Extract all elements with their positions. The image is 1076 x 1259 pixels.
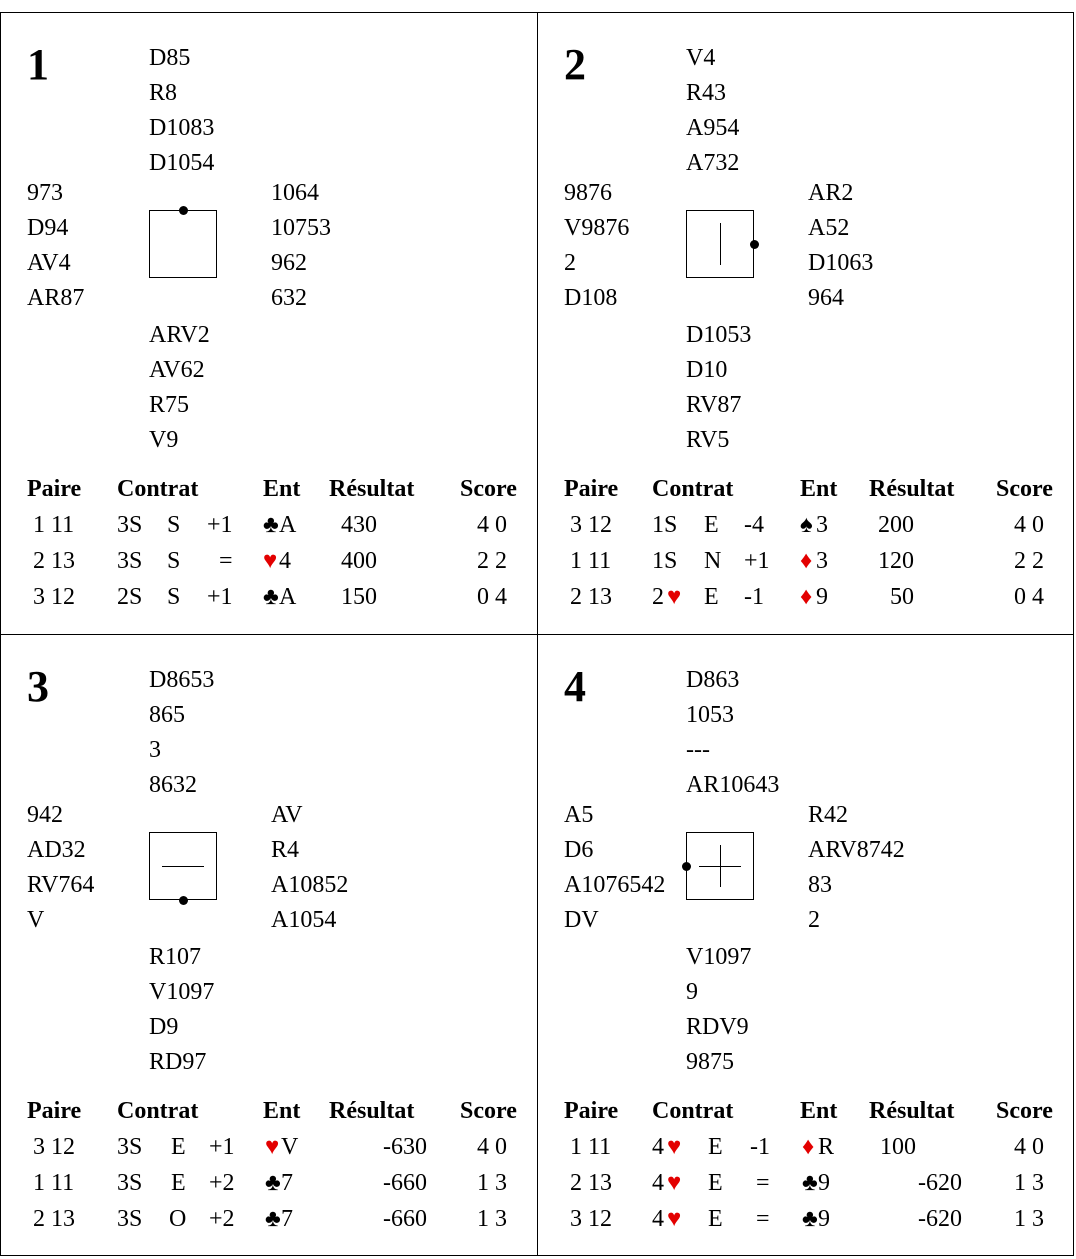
lead-card: 3 (816, 548, 828, 574)
west-diamonds: A1076542 (564, 872, 666, 898)
declarer: O (169, 1206, 187, 1232)
pair: 1 11 (33, 512, 75, 538)
score: 2 2 (477, 548, 507, 574)
result-row (564, 584, 1074, 620)
score: 0 4 (477, 584, 507, 610)
pair: 3 12 (33, 1134, 75, 1160)
north-spades: D863 (686, 667, 740, 693)
north-hearts: R8 (149, 80, 178, 106)
west-clubs: D108 (564, 285, 618, 311)
west-clubs: V (27, 907, 45, 933)
south-diamonds: R75 (149, 392, 190, 418)
result: 150 (341, 584, 377, 610)
overtricks: +2 (209, 1206, 235, 1232)
header-pair: Paire (27, 1098, 82, 1124)
contract-level: 1S (652, 512, 678, 538)
declarer: E (708, 1170, 723, 1196)
east-hearts: R4 (271, 837, 300, 863)
west-spades: 973 (27, 180, 63, 206)
score: 1 3 (1014, 1170, 1044, 1196)
board-number: 1 (27, 40, 49, 89)
result: 50 (890, 584, 914, 610)
west-diamonds: 2 (564, 250, 576, 276)
dealer-dot (179, 206, 188, 215)
east-hearts: 10753 (271, 215, 331, 241)
east-hearts: ARV8742 (808, 837, 905, 863)
ew-vulnerable-line (162, 866, 204, 867)
header-score: Score (996, 1098, 1053, 1124)
north-spades: D8653 (149, 667, 215, 693)
south-hand (149, 318, 210, 458)
south-hand (686, 940, 751, 1080)
dealer-vulnerability-compass (149, 210, 217, 278)
header-contract: Contrat (117, 1098, 199, 1124)
south-hearts: V1097 (149, 979, 215, 1005)
south-hand (149, 940, 214, 1080)
lead-card: 9 (818, 1206, 830, 1232)
results-table (27, 476, 537, 620)
north-diamonds: D1083 (149, 115, 215, 141)
results-header (564, 1098, 1074, 1134)
result-row (564, 1170, 1074, 1206)
header-result: Résultat (869, 1098, 955, 1124)
north-spades: V4 (686, 45, 716, 71)
header-lead: Ent (263, 476, 301, 502)
south-diamonds: D9 (149, 1014, 179, 1040)
pair: 2 13 (570, 1170, 612, 1196)
score: 0 4 (1014, 584, 1044, 610)
south-clubs: 9875 (686, 1049, 734, 1075)
header-pair: Paire (27, 476, 82, 502)
lead-card: 4 (279, 548, 291, 574)
lead-card: 7 (281, 1206, 293, 1232)
lead-card: 9 (818, 1170, 830, 1196)
north-diamonds: --- (686, 737, 710, 763)
result: -660 (383, 1170, 427, 1196)
header-contract: Contrat (652, 476, 734, 502)
lead-suit-icon: ♣ (802, 1170, 818, 1196)
overtricks: = (756, 1170, 770, 1196)
board-number: 4 (564, 662, 586, 711)
lead-card: V (281, 1134, 299, 1160)
board-2 (537, 12, 1074, 634)
lead-suit-icon: ♥ (265, 1134, 280, 1160)
result-row (564, 512, 1074, 548)
contract-suit-icon: ♥ (667, 1170, 682, 1196)
declarer: E (708, 1134, 723, 1160)
lead-card: R (818, 1134, 835, 1160)
contract-level: 4 (652, 1170, 664, 1196)
board-1 (0, 12, 537, 634)
contract-suit-icon: ♥ (667, 584, 682, 610)
result: 100 (880, 1134, 916, 1160)
south-diamonds: RV87 (686, 392, 742, 418)
west-spades: A5 (564, 802, 594, 828)
result: -660 (383, 1206, 427, 1232)
overtricks: +1 (207, 512, 233, 538)
contract-level: 1S (652, 548, 678, 574)
pair: 3 12 (570, 1206, 612, 1232)
lead-suit-icon: ♣ (265, 1170, 281, 1196)
result-row (27, 548, 537, 584)
east-clubs: 964 (808, 285, 844, 311)
overtricks: +1 (207, 584, 233, 610)
result-row (27, 512, 537, 548)
results-header (27, 476, 537, 512)
east-spades: AV (271, 802, 303, 828)
north-hand (149, 41, 214, 181)
overtricks: +1 (209, 1134, 235, 1160)
south-spades: V1097 (686, 944, 752, 970)
east-diamonds: 83 (808, 872, 832, 898)
dealer-vulnerability-compass (686, 832, 754, 900)
result: -630 (383, 1134, 427, 1160)
lead-card: A (279, 584, 297, 610)
pair: 3 12 (570, 512, 612, 538)
south-hearts: D10 (686, 357, 728, 383)
west-diamonds: RV764 (27, 872, 95, 898)
lead-suit-icon: ♣ (263, 512, 279, 538)
declarer: E (708, 1206, 723, 1232)
score: 2 2 (1014, 548, 1044, 574)
west-hearts: V9876 (564, 215, 630, 241)
header-pair: Paire (564, 1098, 619, 1124)
north-hand (149, 663, 214, 803)
east-spades: R42 (808, 802, 849, 828)
west-diamonds: AV4 (27, 250, 71, 276)
header-score: Score (996, 476, 1053, 502)
result-row (564, 548, 1074, 584)
dealer-vulnerability-compass (149, 832, 217, 900)
dealer-dot (179, 896, 188, 905)
west-hand (564, 798, 665, 938)
lead-suit-icon: ♦ (802, 1134, 815, 1160)
overtricks: -1 (750, 1134, 770, 1160)
north-clubs: D1054 (149, 150, 215, 176)
north-hearts: 865 (149, 702, 185, 728)
declarer: N (704, 548, 722, 574)
result: 400 (341, 548, 377, 574)
header-result: Résultat (329, 476, 415, 502)
west-hand (27, 176, 84, 316)
score: 4 0 (1014, 512, 1044, 538)
results-table (564, 1098, 1074, 1242)
result-row (27, 1206, 537, 1242)
header-score: Score (460, 476, 517, 502)
contract-suit-icon: ♥ (667, 1206, 682, 1232)
contract-level: 3S (117, 1206, 143, 1232)
declarer: S (167, 512, 181, 538)
west-hearts: D94 (27, 215, 69, 241)
score: 1 3 (477, 1206, 507, 1232)
east-diamonds: A10852 (271, 872, 349, 898)
contract-level: 2 (652, 584, 664, 610)
header-lead: Ent (800, 476, 838, 502)
pair: 2 13 (33, 1206, 75, 1232)
declarer: E (171, 1170, 186, 1196)
result-row (27, 584, 537, 620)
contract-level: 4 (652, 1206, 664, 1232)
pair: 3 12 (33, 584, 75, 610)
result: -620 (918, 1206, 962, 1232)
board-number: 3 (27, 662, 49, 711)
contract-level: 3S (117, 1134, 143, 1160)
header-contract: Contrat (652, 1098, 734, 1124)
contract-level: 3S (117, 548, 143, 574)
header-result: Résultat (329, 1098, 415, 1124)
north-clubs: 8632 (149, 772, 197, 798)
west-clubs: DV (564, 907, 599, 933)
header-pair: Paire (564, 476, 619, 502)
south-clubs: RV5 (686, 427, 730, 453)
pair: 2 13 (33, 548, 75, 574)
east-spades: AR2 (808, 180, 854, 206)
board-4 (537, 634, 1074, 1256)
lead-suit-icon: ♥ (263, 548, 278, 574)
declarer: E (171, 1134, 186, 1160)
west-hearts: D6 (564, 837, 594, 863)
lead-card: A (279, 512, 297, 538)
lead-card: 9 (816, 584, 828, 610)
north-clubs: AR10643 (686, 772, 780, 798)
contract-level: 3S (117, 512, 143, 538)
south-hearts: AV62 (149, 357, 205, 383)
lead-suit-icon: ♦ (800, 548, 813, 574)
south-spades: R107 (149, 944, 202, 970)
lead-suit-icon: ♠ (800, 512, 813, 538)
north-hearts: 1053 (686, 702, 734, 728)
lead-suit-icon: ♣ (265, 1206, 281, 1232)
west-hearts: AD32 (27, 837, 86, 863)
overtricks: -1 (744, 584, 764, 610)
west-spades: 942 (27, 802, 63, 828)
lead-suit-icon: ♦ (800, 584, 813, 610)
lead-card: 3 (816, 512, 828, 538)
north-hearts: R43 (686, 80, 727, 106)
contract-level: 3S (117, 1170, 143, 1196)
south-clubs: V9 (149, 427, 179, 453)
north-diamonds: A954 (686, 115, 740, 141)
east-hand (808, 798, 905, 938)
declarer: S (167, 584, 181, 610)
ns-vulnerable-line (720, 223, 721, 265)
board-number: 2 (564, 40, 586, 89)
south-hand (686, 318, 751, 458)
east-clubs: 632 (271, 285, 307, 311)
score: 1 3 (1014, 1206, 1044, 1232)
south-clubs: RD97 (149, 1049, 207, 1075)
lead-suit-icon: ♣ (802, 1206, 818, 1232)
declarer: E (704, 584, 719, 610)
east-hearts: A52 (808, 215, 850, 241)
west-hand (27, 798, 94, 938)
south-hearts: 9 (686, 979, 698, 1005)
overtricks: +2 (209, 1170, 235, 1196)
north-clubs: A732 (686, 150, 740, 176)
south-spades: ARV2 (149, 322, 210, 348)
score: 1 3 (477, 1170, 507, 1196)
ew-vulnerable-line (699, 866, 741, 867)
declarer: S (167, 548, 181, 574)
east-clubs: A1054 (271, 907, 337, 933)
east-hand (271, 176, 331, 316)
header-lead: Ent (263, 1098, 301, 1124)
result: -620 (918, 1170, 962, 1196)
result: 200 (878, 512, 914, 538)
overtricks: +1 (744, 548, 770, 574)
header-lead: Ent (800, 1098, 838, 1124)
result-row (564, 1206, 1074, 1242)
overtricks: -4 (744, 512, 764, 538)
header-contract: Contrat (117, 476, 199, 502)
result-row (564, 1134, 1074, 1170)
south-diamonds: RDV9 (686, 1014, 749, 1040)
dealer-dot (750, 240, 759, 249)
results-header (27, 1098, 537, 1134)
score: 4 0 (1014, 1134, 1044, 1160)
north-hand (686, 663, 779, 803)
header-score: Score (460, 1098, 517, 1124)
results-table (564, 476, 1074, 620)
east-clubs: 2 (808, 907, 820, 933)
overtricks: = (756, 1206, 770, 1232)
results-table (27, 1098, 537, 1242)
results-header (564, 476, 1074, 512)
header-result: Résultat (869, 476, 955, 502)
result: 120 (878, 548, 914, 574)
result-row (27, 1170, 537, 1206)
lead-suit-icon: ♣ (263, 584, 279, 610)
score: 4 0 (477, 1134, 507, 1160)
contract-level: 2S (117, 584, 143, 610)
north-hand (686, 41, 739, 181)
east-hand (271, 798, 348, 938)
result: 430 (341, 512, 377, 538)
pair: 2 13 (570, 584, 612, 610)
overtricks: = (219, 548, 233, 574)
east-diamonds: 962 (271, 250, 307, 276)
pair: 1 11 (570, 1134, 612, 1160)
lead-card: 7 (281, 1170, 293, 1196)
score: 4 0 (477, 512, 507, 538)
pair: 1 11 (570, 548, 612, 574)
east-spades: 1064 (271, 180, 319, 206)
east-hand (808, 176, 873, 316)
declarer: E (704, 512, 719, 538)
dealer-dot (682, 862, 691, 871)
south-spades: D1053 (686, 322, 752, 348)
west-spades: 9876 (564, 180, 612, 206)
west-hand (564, 176, 629, 316)
contract-suit-icon: ♥ (667, 1134, 682, 1160)
east-diamonds: D1063 (808, 250, 874, 276)
north-spades: D85 (149, 45, 191, 71)
result-row (27, 1134, 537, 1170)
pair: 1 11 (33, 1170, 75, 1196)
contract-level: 4 (652, 1134, 664, 1160)
west-clubs: AR87 (27, 285, 85, 311)
dealer-vulnerability-compass (686, 210, 754, 278)
north-diamonds: 3 (149, 737, 161, 763)
board-3 (0, 634, 537, 1256)
